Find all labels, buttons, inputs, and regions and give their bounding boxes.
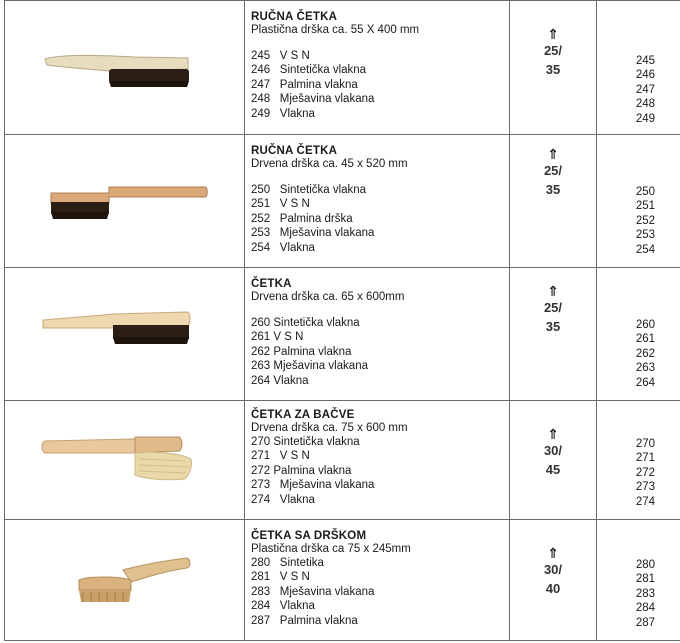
code-column-cell — [597, 1, 680, 135]
code-value: 261 — [635, 333, 655, 346]
list-item: 246 Sintetička vlakna — [251, 64, 367, 77]
product-image-cell — [5, 135, 245, 268]
product-description — [245, 1, 510, 135]
pack-quantity-top: 25/ — [543, 43, 563, 58]
list-item: 250 Sintetička vlakna — [251, 184, 367, 196]
code-value: 254 — [635, 243, 655, 256]
code-value: 283 — [635, 587, 655, 600]
product-description — [245, 520, 510, 641]
code-value: 248 — [635, 98, 655, 111]
pack-quantity-bottom: 40 — [545, 581, 561, 596]
list-item: 270 Sintetička vlakna — [251, 436, 360, 448]
list-item: 281 V S N — [251, 571, 310, 584]
product-title: ČETKA SA DRŠKOM — [251, 530, 367, 542]
up-arrow-icon: ⇑ — [547, 26, 559, 42]
code-column-cell — [597, 268, 680, 401]
product-image-cell — [5, 268, 245, 401]
code-column-cell — [597, 520, 680, 641]
list-item: 264 Vlakna — [251, 374, 309, 387]
list-item: 253 Mješavina vlakana — [251, 227, 375, 240]
packaging-cell — [510, 520, 597, 641]
product-title: ČETKA — [251, 278, 292, 290]
list-item: 245 V S N — [251, 50, 310, 62]
code-value: 263 — [635, 362, 655, 375]
list-item: 261 V S N — [251, 331, 304, 344]
list-item: 287 Palmina vlakna — [251, 614, 358, 627]
list-item: 247 Palmina vlakna — [251, 78, 358, 91]
product-description — [245, 135, 510, 268]
product-image-cell — [5, 520, 245, 641]
brush-long-wooden-handle-icon — [5, 268, 244, 401]
up-arrow-icon: ⇑ — [547, 545, 559, 561]
product-dimensions: Drvena drška ca. 75 x 600 mm — [251, 422, 408, 434]
list-item: 272 Palmina vlakna — [251, 464, 352, 477]
list-item: 254 Vlakna — [251, 241, 315, 254]
hand-brush-wooden-handle-icon — [5, 135, 244, 268]
list-item: 252 Palmina drška — [251, 212, 353, 225]
code-value: 270 — [635, 438, 655, 450]
code-value: 260 — [635, 319, 655, 331]
product-dimensions: Drvena drška ca. 45 x 520 mm — [251, 158, 408, 170]
product-title: ČETKA ZA BAČVE — [251, 409, 355, 421]
code-value: 274 — [635, 495, 655, 508]
product-title: RUČNA ČETKA — [251, 145, 338, 157]
code-value: 246 — [635, 69, 655, 82]
list-item: 260 Sintetička vlakna — [251, 317, 360, 329]
pack-quantity-top: 30/ — [543, 562, 563, 577]
pack-quantity-bottom: 35 — [545, 182, 561, 197]
code-value: 252 — [635, 214, 655, 227]
code-value: 247 — [635, 83, 655, 96]
code-value: 281 — [635, 573, 655, 586]
product-row — [5, 135, 680, 268]
pack-quantity-top: 25/ — [543, 300, 563, 315]
list-item: 271 V S N — [251, 450, 310, 463]
product-row — [5, 268, 680, 401]
list-item: 274 Vlakna — [251, 493, 315, 506]
brush-with-handle-icon — [5, 520, 244, 641]
product-dimensions: Drvena drška ca. 65 x 600mm — [251, 291, 405, 303]
packaging-cell — [510, 401, 597, 520]
code-value: 253 — [635, 229, 655, 242]
list-item: 262 Palmina vlakna — [251, 345, 352, 358]
packaging-cell — [510, 268, 597, 401]
code-value: 287 — [635, 616, 655, 629]
hand-brush-long-handle-icon — [5, 1, 244, 135]
code-value: 249 — [635, 112, 655, 125]
code-value: 284 — [635, 602, 655, 615]
product-dimensions: Plastična drška ca 75 x 245mm — [251, 543, 411, 555]
code-value: 273 — [635, 481, 655, 494]
product-dimensions: Plastična drška ca. 55 X 400 mm — [251, 24, 420, 36]
list-item: 263 Mješavina vlakana — [251, 360, 368, 373]
list-item: 280 Sintetika — [251, 557, 324, 569]
packaging-cell — [510, 135, 597, 268]
pack-quantity-bottom: 35 — [545, 319, 561, 334]
product-title: RUČNA ČETKA — [251, 11, 338, 23]
barrel-brush-icon — [5, 401, 244, 520]
list-item: 248 Mješavina vlakana — [251, 93, 375, 106]
code-value: 250 — [635, 186, 655, 198]
up-arrow-icon: ⇑ — [547, 426, 559, 442]
product-image-cell — [5, 401, 245, 520]
up-arrow-icon: ⇑ — [547, 146, 559, 162]
code-value: 280 — [635, 559, 655, 571]
list-item: 273 Mješavina vlakana — [251, 479, 375, 492]
product-description — [245, 401, 510, 520]
product-description — [245, 268, 510, 401]
code-column-cell — [597, 401, 680, 520]
code-value: 251 — [635, 200, 655, 213]
code-value: 264 — [635, 376, 655, 389]
up-arrow-icon: ⇑ — [547, 283, 559, 299]
list-item: 284 Vlakna — [251, 600, 315, 613]
code-value: 262 — [635, 347, 655, 360]
product-row — [5, 1, 680, 135]
code-value: 271 — [635, 452, 655, 465]
code-value: 272 — [635, 466, 655, 479]
product-row — [5, 401, 680, 520]
list-item: 249 Vlakna — [251, 107, 315, 120]
list-item: 283 Mješavina vlakana — [251, 585, 375, 598]
pack-quantity-top: 25/ — [543, 163, 563, 178]
packaging-cell — [510, 1, 597, 135]
pack-quantity-bottom: 45 — [545, 462, 561, 477]
code-value: 245 — [635, 55, 655, 67]
list-item: 251 V S N — [251, 198, 310, 211]
pack-quantity-top: 30/ — [543, 443, 563, 458]
product-catalog-table — [4, 0, 680, 641]
pack-quantity-bottom: 35 — [545, 62, 561, 77]
product-image-cell — [5, 1, 245, 135]
product-row — [5, 520, 680, 641]
code-column-cell — [597, 135, 680, 268]
